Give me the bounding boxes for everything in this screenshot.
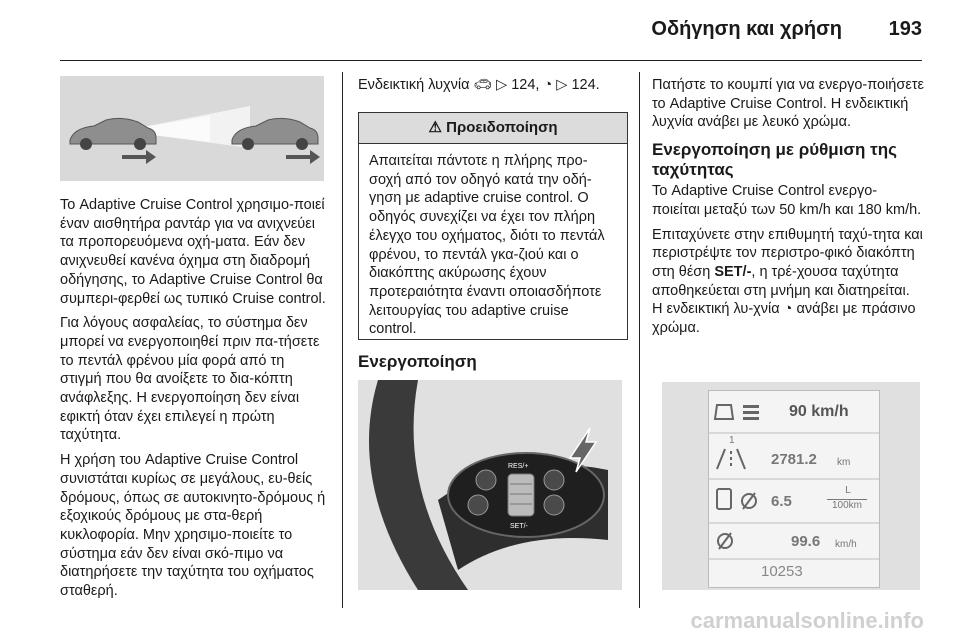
warning-icon: ⚠ — [428, 119, 442, 136]
paragraph-part: ανάβει με πράσινο χρώμα. — [652, 301, 916, 337]
page-header — [0, 14, 960, 48]
fuel-unit-top: L — [845, 485, 851, 496]
steering-wheel-icon — [358, 380, 622, 590]
warning-header — [359, 113, 627, 144]
watermark: carmanualsonline.info — [690, 608, 924, 633]
section-heading: Ενεργοποίηση — [358, 352, 477, 371]
warning-title: Προειδοποίηση — [446, 119, 558, 136]
wheel-label-res: RES/+ — [508, 463, 529, 470]
lane-number: 1 — [729, 435, 735, 446]
distance-unit: km — [837, 457, 851, 468]
reference-icon: ▷ — [496, 77, 508, 93]
avg-speed-unit: km/h — [835, 539, 857, 550]
paragraph: Η χρήση του Adaptive Cruise Control συνιστάται κυρίως σε μεγάλους, ευ-θείς δρόμους, όπως σε αυτοκινητο-δρόμους ή εξοχικούς δρόμους με στα-θερή κυκλοφορία. Μην χρησιμο-ποιείτε το σύστημα εάν δεν είναι σκό-πιμο να διατηρήσετε την ταχύτητα του οχήματος σταθερή. — [60, 452, 326, 600]
page-reference: 124. — [571, 77, 600, 93]
lane-icon — [717, 449, 725, 469]
warning-box — [358, 112, 628, 340]
column-3 — [652, 76, 924, 344]
wheel-label-set: SET/- — [510, 523, 528, 530]
radar-cars-icon — [60, 76, 324, 181]
car-indicator-icon — [715, 405, 733, 419]
section-heading: Ενεργοποίηση με ρύθμιση της ταχύτητας — [652, 140, 897, 180]
activation-heading-wrap — [358, 344, 628, 374]
column-divider-1 — [342, 72, 343, 608]
paragraph-part: Επιταχύνετε στην επιθυμητή ταχύ-τητα και περιστρέψτε τον περιστρο-φικό διακόπτη στη θέση — [652, 226, 923, 280]
fuel-icon — [717, 489, 731, 509]
page-number: 193 — [888, 18, 922, 40]
cluster-display-illustration — [662, 382, 920, 590]
column-1 — [60, 196, 328, 607]
cruise-icon: ◔ — [543, 77, 553, 93]
paragraph: Το Adaptive Cruise Control χρησιμο-ποιεί έναν αισθητήρα ραντάρ για να ανιχνεύει τα προπορευόμενα οχή-ματα. Εάν δεν ανιχνευθεί κανένα όχημα στη διαδρομή οδήγησης, το Adaptive Cruise Control θα συμπερι-φερθεί ως τυπικό Cruise control. — [60, 197, 326, 307]
cruise-icon: ◔ — [783, 301, 793, 318]
paragraph-part: , η τρέ-χουσα ταχύτητα αποθηκεύεται στη μνήμη και διατηρείται. Η ενδεικτική λυ-χνία — [652, 263, 910, 318]
cluster-screen — [708, 390, 880, 588]
fuel-value: 6.5 — [771, 493, 792, 510]
paragraph: Το Adaptive Cruise Control ενεργο-ποιείται μεταξύ των 50 km/h και 180 km/h. — [652, 183, 922, 218]
column-divider-2 — [639, 72, 640, 608]
indicator-line: Ενδεικτική λυχνία — [358, 77, 470, 93]
column-2 — [358, 76, 628, 101]
reference-icon: ▷ — [556, 77, 568, 93]
page-title: Οδήγηση και χρήση — [651, 18, 842, 40]
steering-wheel-illustration — [358, 380, 622, 590]
distance-value: 2781.2 — [771, 451, 817, 468]
paragraph: Για λόγους ασφαλείας, το σύστημα δεν μπορεί να ενεργοποιηθεί πριν πα-τήσετε το πεντάλ φρένου μία φορά από τη στιγμή που θα ανοίξετε το δια-κόπτη ανάφλεξης. Η ενεργοποίηση δεν είναι εφικτή όταν έχει επιλεγεί η πρώτη ταχύτητα. — [60, 315, 320, 444]
radar-illustration — [60, 76, 324, 181]
set-speed: 90 km/h — [789, 403, 849, 420]
paragraph: Πατήστε το κουμπί για να ενεργο-ποιήσετε το Adaptive Cruise Control. Η ενδεικτική λυχνία ανάβει με λευκό χρώμα. — [652, 77, 924, 131]
odometer: 10253 — [761, 563, 803, 580]
warning-text: Απαιτείται πάντοτε η πλήρης προ-σοχή από τον οδηγό κατά την οδή-γηση με adaptive cruise control. Ο οδηγός συνεχίζει να έχει τον πλήρη έλεγχο του οχήματος, διότι το πεντάλ φρένου, το πεντάλ γκα-ζιού και ο διακόπτης ακύρωσης έχουν προτεραιότητα έναντι οποιασδήποτε λειτουργίας του adaptive cruise control. — [369, 153, 605, 338]
fuel-unit-bottom: 100km — [827, 499, 867, 511]
car-icon: 🚗︎ — [473, 77, 492, 93]
page-reference: 124, — [511, 77, 540, 93]
set-label: SET/- — [714, 263, 752, 280]
avg-speed-value: 99.6 — [791, 533, 821, 550]
header-divider — [60, 60, 922, 61]
